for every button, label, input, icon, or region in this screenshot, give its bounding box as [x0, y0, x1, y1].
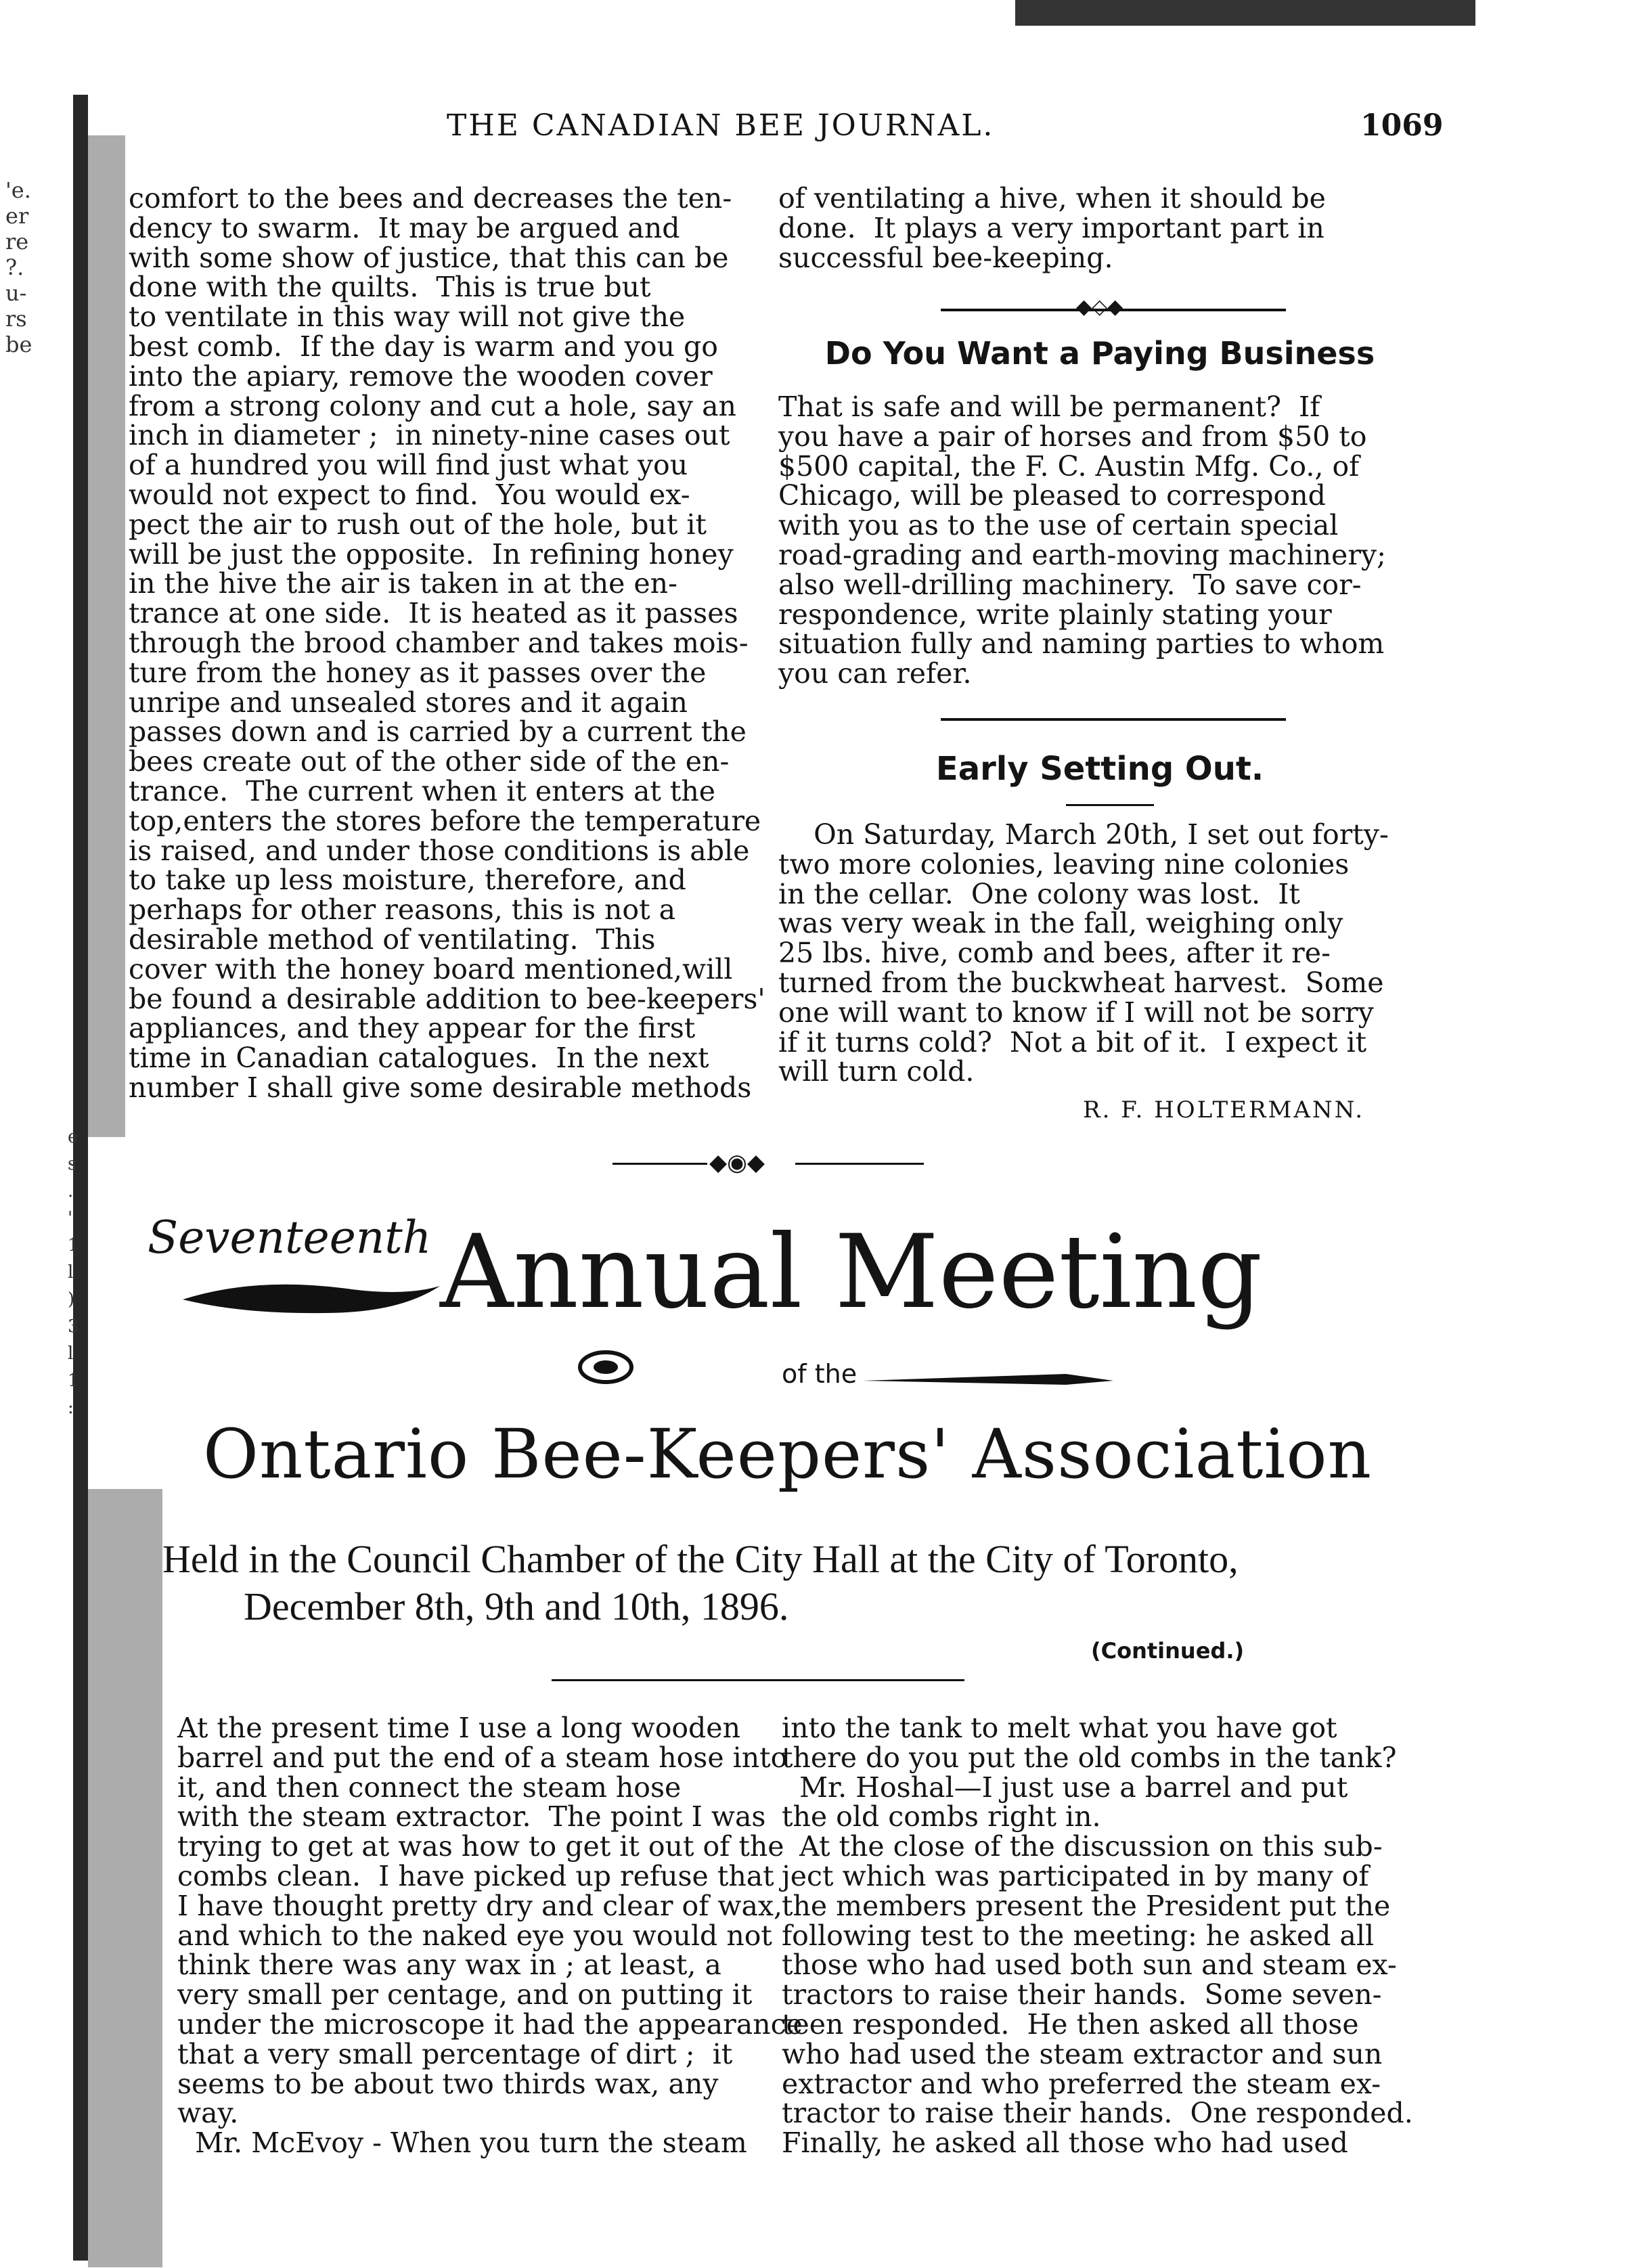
article-heading-paying-business: Do You Want a Paying Business [824, 335, 1375, 372]
meeting-title: Annual Meeting [440, 1214, 1263, 1331]
heading-underline [1066, 804, 1154, 806]
title-flourish-spiral [575, 1347, 636, 1387]
scan-shadow-left-bottom [88, 1489, 162, 2267]
ornamental-divider-left [613, 1163, 707, 1165]
title-swash-decoration [176, 1272, 447, 1327]
left-column-bottom-text: At the present time I use a long wooden barrel and put the end of a steam hose into it, and then connect the steam hose with the steam extractor. The point I was trying to get at was how to get it out of the combs clean. I have picked up refuse that I have thought pretty dry and clear of wax, and which to the naked eye you would not think there was any wax in ; at least, a very small per centage, and on putting it under the microscope it had the appearance that a very small percentage of dirt ; it seems to be about two thirds wax, any way. Mr. McEvoy - When you turn the steam [177, 1712, 803, 2160]
ornamental-divider-right [795, 1163, 924, 1165]
right-column-bottom-text: into the tank to melt what you have got there do you put the old combs in the tank? Mr. Hoshal—I just use a barrel and put the old combs right in. At the close of the discussion on this sub- ject which was participated in by many of the members present the President put the following test to the meeting: he asked all those who had used both sun and steam ex- tractors to raise their hands. Some seven- teen responded. He then asked all those who had used the steam extractor and sun extractor and who preferred the steam ex- tractor to raise their hands. One responded. Finally, he asked all those who had used [782, 1712, 1413, 2160]
continued-note: (Continued.) [1091, 1638, 1245, 1664]
section-divider-2 [941, 718, 1286, 721]
ornamental-divider-center: ◆◉◆ [709, 1149, 765, 1176]
journal-running-title: THE CANADIAN BEE JOURNAL. [447, 108, 995, 143]
meeting-location: Held in the Council Chamber of the City Hall at the City of Toronto, [162, 1537, 1239, 1581]
margin-fragments-mid: e s . ' 1 l ) 3 l 1 : [68, 1127, 79, 1418]
meeting-ordinal: Seventeenth [148, 1211, 432, 1264]
of-the-flourish [863, 1362, 1113, 1389]
article-signature: R. F. HOLTERMANN. [1083, 1096, 1365, 1124]
margin-fragments-top: 'e. er re ?. u- rs be [5, 177, 32, 357]
scan-shadow-left [88, 135, 125, 1137]
article-heading-early-setting-out: Early Setting Out. [935, 750, 1264, 788]
scan-edge-top-right [1015, 0, 1475, 26]
article-body-early-setting-out: On Saturday, March 20th, I set out forty- two more colonies, leaving nine colonies in the cellar. One colony was lost. It was very weak in the fall, weighing only 25 lbs. hive, comb and bees, after it re- turned from the buckwheat harvest. Some one will want to know if I will not be sorry if it turns cold? Not a bit of it. I expect it will turn cold. [778, 818, 1389, 1088]
association-name: Ontario Bee-Keepers' Association [203, 1415, 1373, 1494]
article-body-paying-business: That is safe and will be permanent? If you have a pair of horses and from $50 to $500 capital, the F. C. Austin Mfg. Co., of Chicago, will be pleased to correspond with you as to the use of certain special road-grading and earth-moving machinery; also well-drilling machinery. To save cor- respondence, write plainly stating your situation fully and naming parties to whom you can refer. [778, 391, 1386, 690]
divider-ornament-1: ◆◇◆ [1076, 295, 1123, 319]
left-column-top-text: comfort to the bees and decreases the ten- dency to swarm. It may be argued and with some show of justice, that this can be done with the quilts. This is true but to ventilate in this way will not give the best comb. If the day is warm and you go into the apiary, remove the wooden cover from a strong colony and cut a hole, say an inch in diameter ; in ninety-nine cases out of a hundred you will find just what you would not expect to find. You would ex- pect the air to rush out of the hole, but it will be just the opposite. In refining honey in the hive the air is taken in at the en- trance at one side. It is heated as it passes through the brood chamber and takes mois- ture from the honey as it passes over the unripe and unsealed stores and it again passes down and is carried by a current the bees create out of the other side of the en- trance. The current when it enters at the top,enters the stores before the temperature is raised, and under those conditions is able to take up less moisture, therefore, and perhaps for other reasons, this is not a desirable method of ventilating. This cover with the honey board mentioned,will be found a desirable addition to bee-keepers' appliances, and they appear for the first time in Canadian catalogues. In the next number I shall give some desirable methods [129, 182, 765, 1104]
right-column-top-text: of ventilating a hive, when it should be done. It plays a very important part in successful bee-keeping. [778, 182, 1326, 274]
meeting-dates: December 8th, 9th and 10th, 1896. [244, 1584, 789, 1628]
of-the-label: of the [782, 1359, 858, 1389]
page-number: 1069 [1360, 108, 1444, 143]
section-divider-3 [552, 1679, 964, 1681]
